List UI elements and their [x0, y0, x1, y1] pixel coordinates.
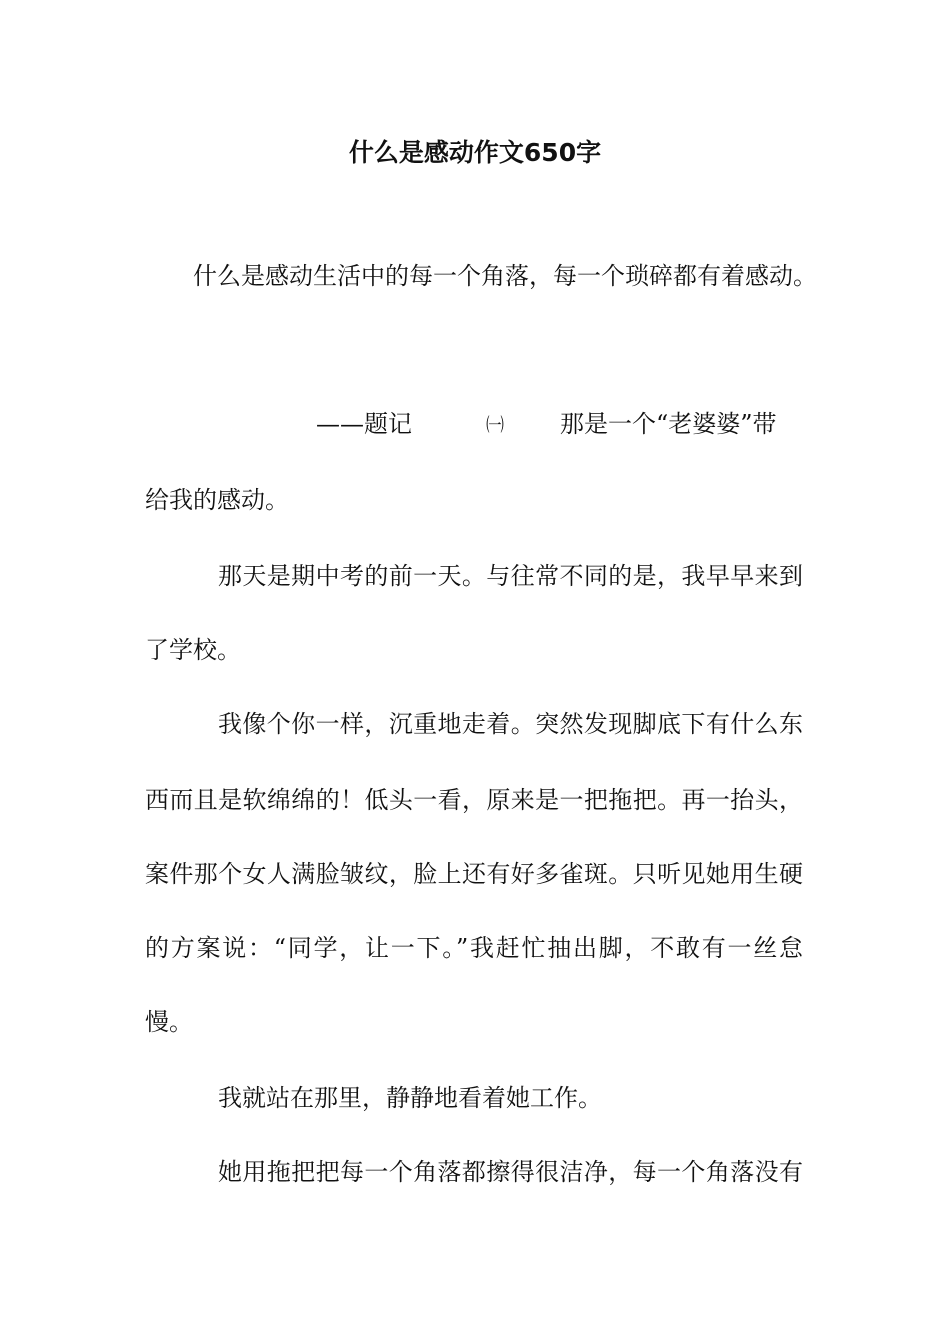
paragraph-2-line-1: 那天是期中考的前一天。与往常不同的是，我早早来到 — [218, 562, 803, 590]
paragraph-3-line-4: 的方案说：“同学，让一下。”我赶忙抽出脚，不敢有一丝怠 — [145, 934, 803, 962]
document-title: 什么是感动作文650字 — [348, 138, 602, 167]
section-marker: ㈠ — [486, 415, 504, 436]
paragraph-3-line-2: 西而且是软绵绵的！低头一看，原来是一把拖把。再一抬头， — [145, 786, 803, 814]
paragraph-2-line-2: 了学校。 — [145, 636, 241, 664]
epigraph: 什么是感动生活中的每一个角落，每一个琐碎都有着感动。 — [193, 262, 817, 290]
paragraph-3-line-3: 案件那个女人满脸皱纹，脸上还有好多雀斑。只听见她用生硬 — [145, 860, 803, 888]
paragraph-3-line-1: 我像个你一样，沉重地走着。突然发现脚底下有什么东 — [218, 710, 803, 738]
paragraph-3-line-5: 慢。 — [145, 1008, 193, 1036]
paragraph-1-line-1: 那是一个“老婆婆”带 — [560, 410, 777, 438]
paragraph-4-line-1: 我就站在那里，静静地看着她工作。 — [218, 1084, 602, 1112]
paragraph-1-line-2: 给我的感动。 — [145, 486, 289, 514]
epigraph-attribution: ——题记 — [316, 410, 412, 438]
paragraph-5-line-1: 她用拖把把每一个角落都擦得很洁净，每一个角落没有 — [218, 1158, 803, 1186]
